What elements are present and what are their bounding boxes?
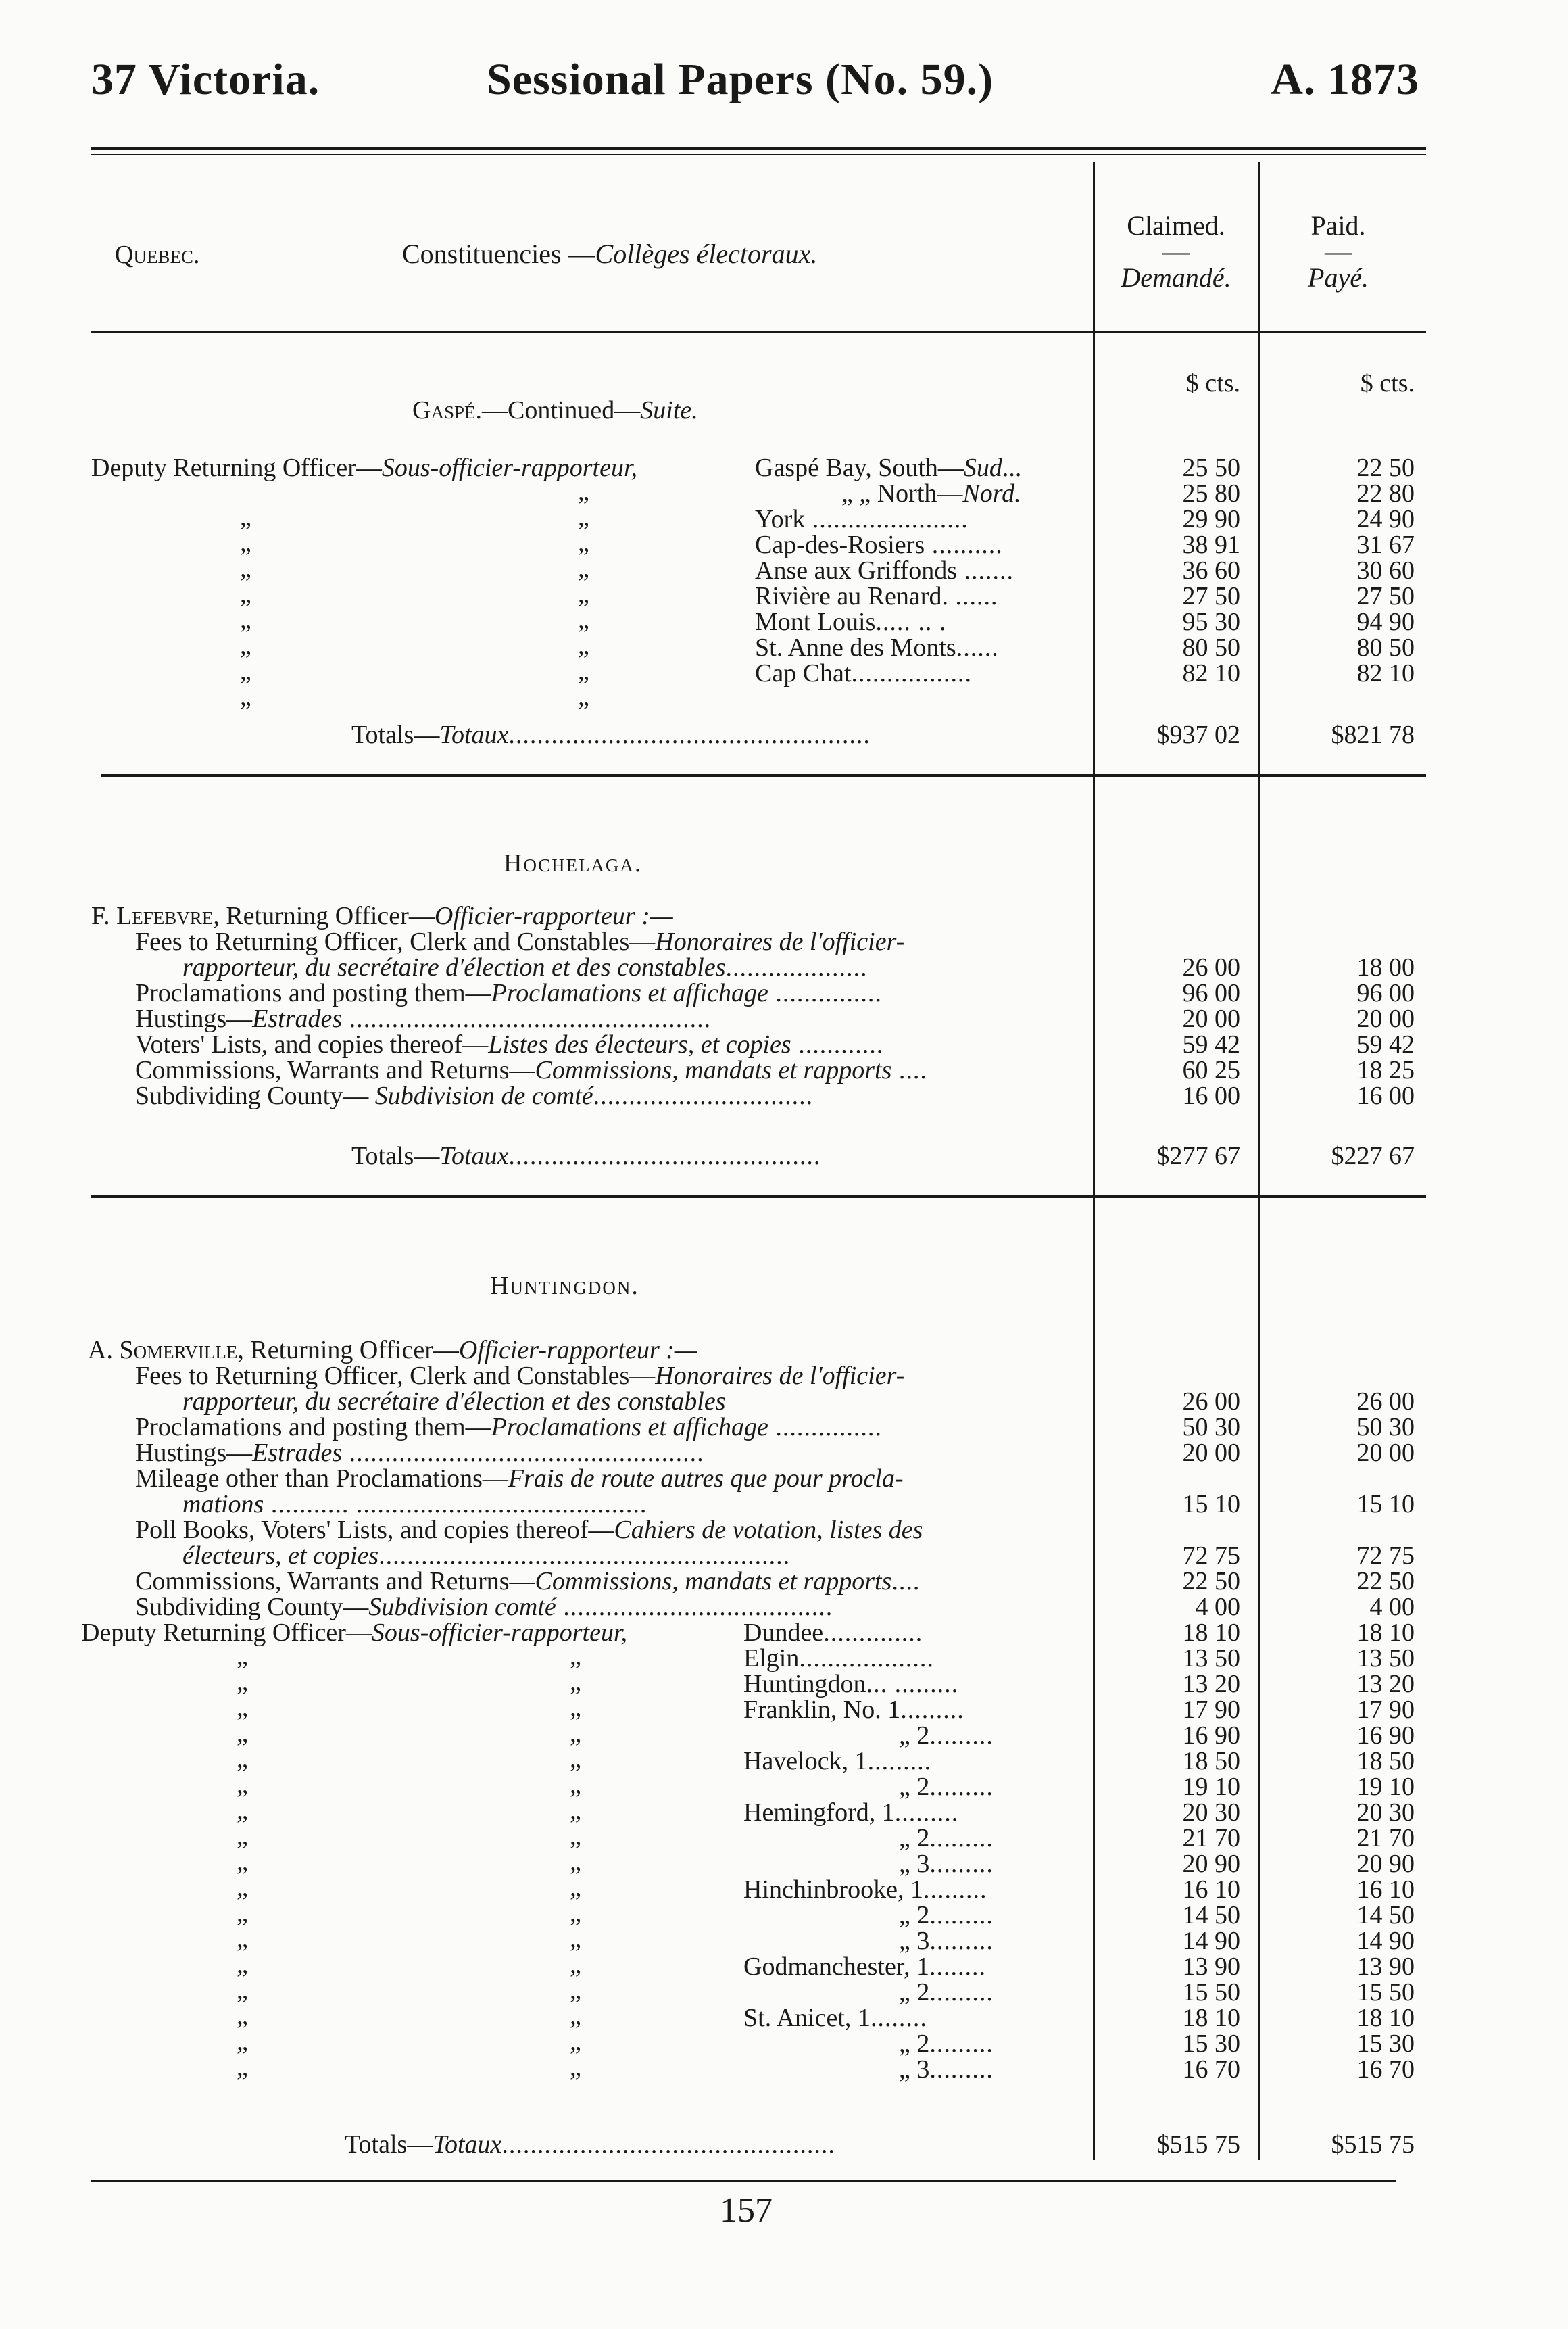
list-item: Proclamations and posting them—Proclamations et affichage ............... [135,979,882,1007]
list-item: Hinchinbrooke, 1......... [743,1875,987,1904]
paid-value: 13 50 [1356,1644,1415,1673]
list-item: Mont Louis..... .. . [755,608,947,636]
paid-value: 82 10 [1356,659,1415,688]
paid-value: 17 90 [1356,1696,1415,1724]
gaspe-total-claimed: $937 02 [1156,721,1240,749]
header-left: 37 Victoria. [91,55,320,104]
list-item: Cap-des-Rosiers .......... [755,531,1003,559]
paid-value: 72 75 [1356,1541,1415,1570]
header-center: Sessional Papers (No. 59.) [487,55,994,104]
paid-value: 15 50 [1356,1978,1415,2007]
list-item: Franklin, No. 1......... [743,1696,964,1724]
paid-value: 4 00 [1369,1593,1415,1621]
paid-value: 20 00 [1356,1439,1415,1467]
claimed-value: 14 90 [1182,1927,1240,1955]
paid-value: 16 70 [1356,2055,1415,2084]
list-item: Mileage other than Proclamations—Frais de route autres que pour procla- [135,1464,904,1493]
paid-value: 18 00 [1356,953,1415,982]
list-item: Hustings—Estrades .................................................. [135,1439,704,1467]
claimed-value: 13 20 [1182,1670,1240,1698]
list-item: York ...................... [755,505,969,533]
paid-value: 18 10 [1356,2004,1415,2032]
ditto-marks: „ „ „ „ „ „ „ „ „ „ „ „ „ „ „ „ „ [237,1642,248,2082]
list-item: St. Anicet, 1........ [743,2004,927,2032]
paid-value: 94 90 [1356,608,1415,636]
huntingdon-officer: A. Somerville, Returning Officer—Officier-rapporteur :— [88,1336,697,1364]
paid-value: 26 00 [1356,1387,1415,1416]
header-right: A. 1873 [1271,55,1419,104]
list-item: Dundee.............. [743,1618,923,1647]
paid-value: 20 30 [1356,1798,1415,1827]
claimed-value: 60 25 [1182,1056,1240,1084]
claimed-value: 22 50 [1182,1567,1240,1595]
header-rule [91,147,1426,150]
huntingdon-total-claimed: $515 75 [1156,2130,1240,2159]
claimed-value: 25 80 [1182,479,1240,508]
gaspe-totals-label: Totals—Totaux................................................... [351,721,871,749]
section-rule [101,774,1426,777]
huntingdon-fees: Fees to Returning Officer, Clerk and Constables—Honoraires de l'officier- [135,1362,905,1390]
paid-heading: Paid. — Payé. [1308,210,1369,293]
claimed-value: 17 90 [1182,1696,1240,1724]
paid-value: 15 10 [1356,1490,1415,1518]
claimed-value: 26 00 [1182,1387,1240,1416]
list-item: Havelock, 1......... [743,1747,932,1775]
claimed-value: 18 10 [1182,1618,1240,1647]
list-item: „ 2......... [899,1978,994,2007]
huntingdon-total-paid: $515 75 [1331,2130,1415,2159]
hochelaga-total-paid: $227 67 [1331,1142,1415,1170]
list-item: „ 2......... [899,1901,994,1929]
claimed-value: 4 00 [1195,1593,1240,1621]
claimed-value: 18 50 [1182,1747,1240,1775]
paid-value: 18 25 [1356,1056,1415,1084]
list-item: Hustings—Estrades ................................................... [135,1005,712,1033]
paid-value: 13 90 [1356,1952,1415,1981]
list-item: „ 3......... [899,2055,994,2084]
paid-value: 21 70 [1356,1824,1415,1852]
list-item: Proclamations and posting them—Proclamations et affichage ............... [135,1413,882,1441]
paid-value: 14 90 [1356,1927,1415,1955]
hochelaga-title: Hochelaga. [504,849,643,878]
ditto-marks: „ „ „ „ „ „ „ „ [240,503,251,711]
huntingdon-title: Huntingdon. [490,1272,639,1300]
claimed-value: 15 30 [1182,2030,1240,2058]
paid-value: 15 30 [1356,2030,1415,2058]
huntingdon-fees-cont: rapporteur, du secrétaire d'élection et des constables [182,1387,726,1416]
column-divider-right [1258,162,1260,2160]
list-item: Cap Chat................. [755,659,972,688]
claimed-value: 20 30 [1182,1798,1240,1827]
claimed-value: 36 60 [1182,556,1240,585]
claimed-value: 80 50 [1182,633,1240,662]
paid-value: 31 67 [1356,531,1415,559]
claimed-value: 13 90 [1182,1952,1240,1981]
claimed-value: 15 50 [1182,1978,1240,2007]
list-item: „ 2......... [899,1773,994,1801]
claimed-value: 16 10 [1182,1875,1240,1904]
paid-value: 96 00 [1356,979,1415,1007]
province-label: Quebec. [115,241,200,269]
ditto-marks: „ „ „ „ „ „ „ „ „ „ „ „ „ „ „ „ „ [570,1642,581,2082]
claimed-value: 20 90 [1182,1850,1240,1878]
list-item-cont: électeurs, et copies.......................................................... [182,1541,791,1570]
header-rule-thin [91,154,1426,155]
gaspe-total-paid: $821 78 [1331,721,1415,749]
column-divider-left [1093,162,1095,2160]
paid-value: 22 80 [1356,479,1415,508]
gaspe-dro-label: Deputy Returning Officer—Sous-officier-rapporteur, [91,454,638,482]
hochelaga-totals-label: Totals—Totaux............................................ [351,1142,821,1170]
paid-value: 59 42 [1356,1030,1415,1059]
claimed-value: 96 00 [1182,979,1240,1007]
claimed-value: 16 70 [1182,2055,1240,2084]
huntingdon-dro-label: Deputy Returning Officer—Sous-officier-rapporteur, [81,1618,628,1647]
claimed-value: 13 50 [1182,1644,1240,1673]
claimed-value: 25 50 [1182,454,1240,482]
claimed-value: 38 91 [1182,531,1240,559]
paid-value: 50 30 [1356,1413,1415,1441]
claimed-value: 19 10 [1182,1773,1240,1801]
paid-value: 22 50 [1356,1567,1415,1595]
claimed-value: 50 30 [1182,1413,1240,1441]
list-item: „ 2......... [899,1824,994,1852]
hochelaga-total-claimed: $277 67 [1156,1142,1240,1170]
unit-paid: $ cts. [1360,369,1415,398]
claimed-value: 16 90 [1182,1721,1240,1750]
list-item: „ 3......... [899,1850,994,1878]
claimed-value: 21 70 [1182,1824,1240,1852]
claimed-value: 20 00 [1182,1005,1240,1033]
paid-value: 20 90 [1356,1850,1415,1878]
paid-value: 20 00 [1356,1005,1415,1033]
list-item: Poll Books, Voters' Lists, and copies thereof—Cahiers de votation, listes des [135,1516,923,1544]
claimed-value: 82 10 [1182,659,1240,688]
unit-claimed: $ cts. [1185,369,1240,398]
paid-value: 19 10 [1356,1773,1415,1801]
paid-value: 16 90 [1356,1721,1415,1750]
paid-value: 16 00 [1356,1082,1415,1110]
list-item: Commissions, Warrants and Returns—Commissions, mandats et rapports .... [135,1056,927,1084]
claimed-value: 72 75 [1182,1541,1240,1570]
claimed-heading: Claimed. — Demandé. [1121,210,1231,293]
list-item: Commissions, Warrants and Returns—Commissions, mandats et rapports.... [135,1567,921,1595]
list-item: Godmanchester, 1........ [743,1952,986,1981]
paid-value: 24 90 [1356,505,1415,533]
list-item: Subdividing County— Subdivision de comté............................... [135,1082,814,1110]
claimed-value: 15 10 [1182,1490,1240,1518]
huntingdon-totals-label: Totals—Totaux............................................... [345,2130,835,2159]
constituencies-heading: Constituencies —Collèges électoraux. [402,239,818,269]
paid-value: 27 50 [1356,582,1415,610]
list-item: „ 2......... [899,1721,994,1750]
claimed-value: 29 90 [1182,505,1240,533]
gaspe-title: Gaspé.—Continued—Suite. [412,396,698,425]
list-item: Subdividing County—Subdivision comté ...................................... [135,1593,833,1621]
list-item: Hemingford, 1......... [743,1798,959,1827]
heading-rule [91,331,1426,333]
list-item-cont: mations ........... ......................................... [182,1490,647,1518]
paid-value: 80 50 [1356,633,1415,662]
list-item: Voters' Lists, and copies thereof—Listes des électeurs, et copies ............ [135,1030,884,1059]
paid-value: 18 10 [1356,1618,1415,1647]
claimed-value: 14 50 [1182,1901,1240,1929]
page-number: 157 [720,2191,773,2230]
list-item: Huntingdon... ......... [743,1670,959,1698]
hochelaga-fees: Fees to Returning Officer, Clerk and Constables—Honoraires de l'officier- [135,928,905,956]
list-item: St. Anne des Monts...... [755,633,999,662]
paid-value: 18 50 [1356,1747,1415,1775]
claimed-value: 16 00 [1182,1082,1240,1110]
list-item: „ „ North—Nord. [841,479,1021,508]
claimed-value: 95 30 [1182,608,1240,636]
list-item: „ 2......... [899,2030,994,2058]
paid-value: 30 60 [1356,556,1415,585]
paid-value: 16 10 [1356,1875,1415,1904]
claimed-value: 59 42 [1182,1030,1240,1059]
paid-value: 22 50 [1356,454,1415,482]
claimed-value: 26 00 [1182,953,1240,982]
list-item: Rivière au Renard. ...... [755,582,998,610]
ditto-marks: „ „ „ „ „ „ „ „ „ [578,477,589,711]
hochelaga-fees-cont: rapporteur, du secrétaire d'élection et des constables.................... [182,953,868,982]
hochelaga-officer: F. Lefebvre, Returning Officer—Officier-rapporteur :— [91,902,673,930]
claimed-value: 18 10 [1182,2004,1240,2032]
claimed-value: 20 00 [1182,1439,1240,1467]
list-item: Anse aux Griffonds ....... [755,556,1014,585]
list-item: „ 3......... [899,1927,994,1955]
paid-value: 13 20 [1356,1670,1415,1698]
claimed-value: 27 50 [1182,582,1240,610]
list-item: Gaspé Bay, South—Sud... [755,454,1022,482]
list-item: Elgin................... [743,1644,934,1673]
footer-rule [91,2180,1396,2182]
paid-value: 14 50 [1356,1901,1415,1929]
section-rule [91,1195,1426,1198]
